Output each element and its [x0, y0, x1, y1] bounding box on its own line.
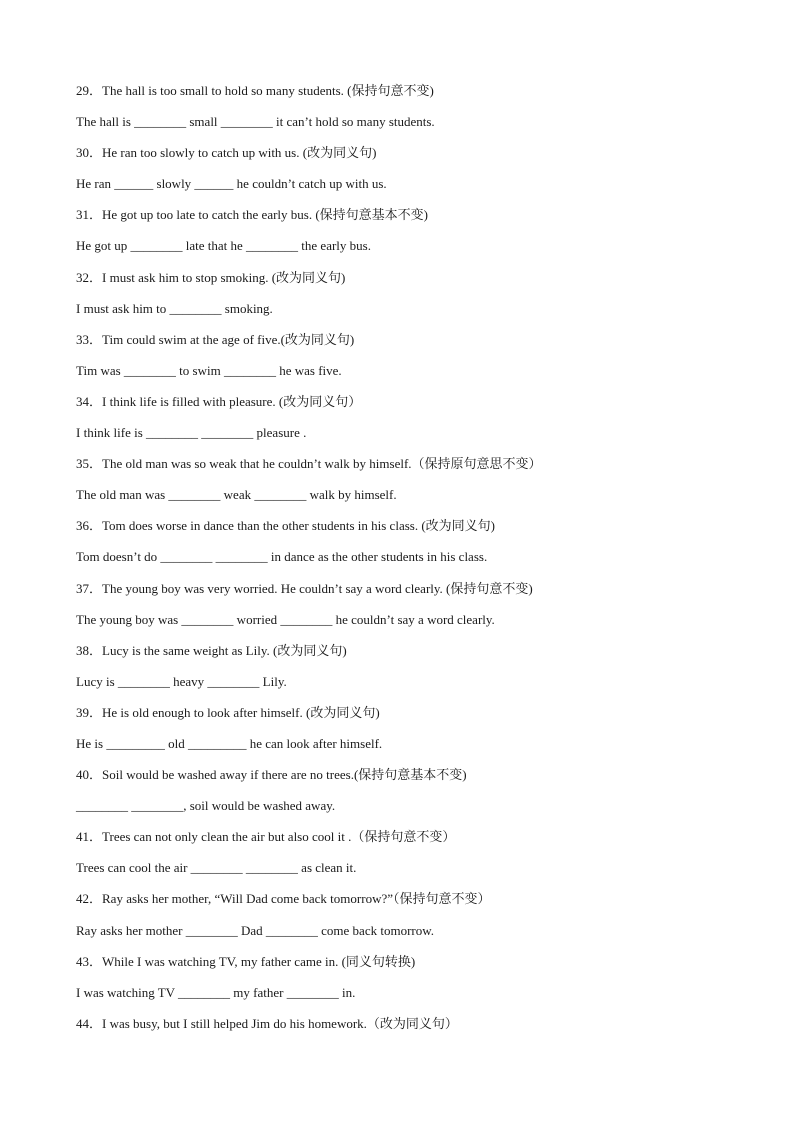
- answer-line-42: Ray asks her mother ________ Dad ________ come back tomorrow.: [76, 922, 435, 938]
- question-35: 35．The old man was so weak that he couldn’t walk by himself.（保持原句意思不变）: [76, 456, 542, 472]
- question-30: 30．He ran too slowly to catch up with us. (改为同义句): [76, 145, 377, 161]
- answer-line-33: Tim was ________ to swim ________ he was five.: [76, 362, 342, 378]
- answer-line-29: The hall is ________ small ________ it can’t hold so many students.: [76, 114, 435, 130]
- question-34: 34．I think life is filled with pleasure. (改为同义句）: [76, 393, 362, 409]
- question-42: 42．Ray asks her mother, “Will Dad come back tomorrow?”（保持句意不变）: [76, 891, 491, 907]
- question-39: 39．He is old enough to look after himself. (改为同义句): [76, 704, 380, 720]
- question-44: 44．I was busy, but I still helped Jim do his homework.（改为同义句）: [76, 1015, 458, 1031]
- exercise-list: [76, 80, 756, 1044]
- answer-line-41: Trees can cool the air ________ ________ as clean it.: [76, 860, 357, 876]
- answer-line-32: I must ask him to ________ smoking.: [76, 300, 273, 316]
- question-38: 38．Lucy is the same weight as Lily. (改为同义句): [76, 642, 347, 658]
- answer-line-38: Lucy is ________ heavy ________ Lily.: [76, 673, 287, 689]
- answer-line-40: ________ ________, soil would be washed away.: [76, 798, 336, 814]
- question-41: 41．Trees can not only clean the air but also cool it .（保持句意不变）: [76, 829, 456, 845]
- answer-line-37: The young boy was ________ worried ________ he couldn’t say a word clearly.: [76, 611, 495, 627]
- answer-line-31: He got up ________ late that he ________ the early bus.: [76, 238, 371, 254]
- question-43: 43．While I was watching TV, my father came in. (同义句转换): [76, 953, 416, 969]
- answer-line-36: Tom doesn’t do ________ ________ in dance as the other students in his class.: [76, 549, 488, 565]
- question-36: 36．Tom does worse in dance than the other students in his class. (改为同义句): [76, 518, 495, 534]
- answer-line-39: He is _________ old _________ he can look after himself.: [76, 735, 383, 751]
- answer-line-43: I was watching TV ________ my father ________ in.: [76, 984, 356, 1000]
- question-32: 32．I must ask him to stop smoking. (改为同义句): [76, 269, 346, 285]
- question-40: 40．Soil would be washed away if there are no trees.(保持句意基本不变): [76, 767, 467, 783]
- question-29: 29．The hall is too small to hold so many students. (保持句意不变): [76, 83, 434, 98]
- answer-line-34: I think life is ________ ________ pleasure .: [76, 425, 307, 441]
- question-31: 31．He got up too late to catch the early bus. (保持句意基本不变): [76, 207, 429, 223]
- question-33: 33．Tim could swim at the age of five.(改为同义句): [76, 331, 355, 347]
- answer-line-35: The old man was ________ weak ________ walk by himself.: [76, 487, 397, 503]
- answer-line-30: He ran ______ slowly ______ he couldn’t catch up with us.: [76, 176, 387, 192]
- question-37: 37．The young boy was very worried. He couldn’t say a word clearly. (保持句意不变): [76, 580, 533, 596]
